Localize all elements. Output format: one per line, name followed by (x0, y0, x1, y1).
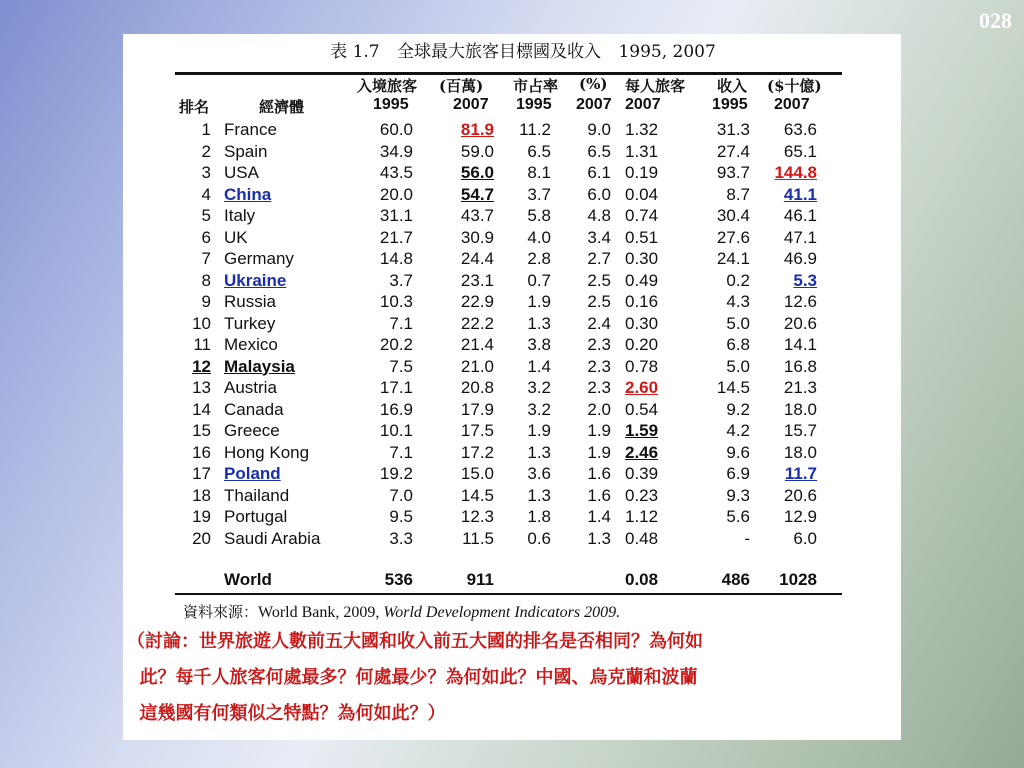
per-capita-cell: 2.60 (625, 378, 659, 397)
world-name: World (224, 570, 272, 589)
table-row (123, 486, 901, 507)
economy-name-cell: Poland (224, 464, 281, 483)
slide-number: 028 (979, 8, 1012, 33)
receipts-2007-cell: 15.7 (783, 421, 817, 440)
economy-name-cell: Mexico (224, 335, 278, 354)
economy-name-cell: Spain (224, 141, 268, 161)
table-row (123, 185, 901, 206)
header-share-1995: 1995 (516, 96, 552, 113)
source-italic: World Development Indicators 2009. (383, 604, 621, 621)
discussion-line-3: 這幾國有何類似之特點？為何如此？） (127, 703, 446, 724)
rank-cell: 4 (201, 184, 211, 204)
table-row (123, 142, 901, 163)
receipts-1995-cell: - (744, 528, 750, 548)
world-row (123, 570, 901, 591)
receipts-1995-cell: 4.3 (726, 292, 750, 311)
share-2007-cell: 2.3 (587, 356, 611, 376)
receipts-1995-cell: 14.5 (716, 378, 750, 397)
table-row (123, 163, 901, 184)
per-capita-cell: 0.39 (625, 464, 659, 483)
share-1995-cell: 1.3 (527, 442, 551, 462)
discussion-line-2: 此？每千人旅客何處最多？何處最少？為何如此？中國、烏克蘭和波蘭 (127, 667, 698, 688)
table-card (123, 34, 901, 740)
receipts-2007-cell: 6.0 (793, 528, 817, 548)
receipts-2007-cell: 63.6 (783, 120, 817, 139)
per-capita-cell: 1.59 (625, 421, 659, 440)
world-receipts-1995: 486 (721, 570, 750, 589)
rank-cell: 14 (192, 399, 211, 419)
table-row (123, 206, 901, 227)
world-per-capita: 0.08 (625, 570, 659, 589)
share-2007-cell: 2.3 (587, 378, 611, 397)
arrivals-1995-cell: 60.0 (379, 120, 413, 139)
table-row (123, 357, 901, 378)
receipts-2007-cell: 41.1 (783, 184, 817, 204)
share-2007-cell: 1.4 (587, 507, 611, 526)
arrivals-2007-cell: 14.5 (460, 485, 494, 505)
per-capita-cell: 0.30 (625, 313, 659, 333)
arrivals-2007-cell: 22.9 (460, 292, 494, 311)
share-1995-cell: 8.1 (527, 163, 551, 182)
share-1995-cell: 11.2 (519, 120, 551, 139)
arrivals-1995-cell: 19.2 (379, 464, 413, 483)
share-1995-cell: 3.2 (527, 378, 551, 397)
receipts-1995-cell: 5.0 (726, 313, 750, 333)
economy-name-cell: Greece (224, 421, 280, 440)
economy-name-cell: Ukraine (224, 270, 287, 290)
receipts-1995-cell: 5.6 (726, 507, 750, 526)
rank-cell: 20 (192, 528, 211, 548)
receipts-1995-cell: 9.6 (726, 442, 750, 462)
share-1995-cell: 1.9 (527, 292, 551, 311)
economy-name-cell: Canada (224, 399, 284, 419)
share-1995-cell: 6.5 (527, 141, 551, 161)
table-title (308, 37, 738, 62)
economy-name-cell: Turkey (224, 313, 276, 333)
arrivals-2007-cell: 17.5 (460, 421, 494, 440)
per-capita-cell: 0.49 (625, 270, 659, 290)
economy-name-cell: Saudi Arabia (224, 528, 321, 548)
arrivals-2007-cell: 59.0 (460, 141, 494, 161)
arrivals-2007-cell: 22.2 (460, 313, 494, 333)
share-1995-cell: 5.8 (527, 206, 551, 225)
economy-name-cell: Hong Kong (224, 442, 310, 462)
arrivals-1995-cell: 14.8 (379, 249, 413, 268)
share-2007-cell: 6.1 (587, 163, 611, 182)
per-capita-cell: 0.74 (625, 206, 659, 225)
arrivals-1995-cell: 16.9 (379, 399, 413, 419)
receipts-2007-cell: 5.3 (793, 270, 817, 290)
economy-name-cell: USA (224, 163, 259, 182)
rank-cell: 9 (201, 292, 211, 311)
arrivals-1995-cell: 20.0 (379, 184, 413, 204)
table-row (123, 120, 901, 141)
world-receipts-2007: 1028 (779, 570, 817, 589)
rank-cell: 10 (192, 313, 211, 333)
header-per-capita: 每人旅客 (625, 77, 686, 95)
share-1995-cell: 1.3 (527, 485, 551, 505)
share-2007-cell: 2.5 (587, 270, 611, 290)
per-capita-cell: 2.46 (625, 442, 659, 462)
arrivals-2007-cell: 43.7 (460, 206, 494, 225)
receipts-2007-cell: 144.8 (774, 163, 817, 182)
table-row (123, 378, 901, 399)
arrivals-1995-cell: 3.3 (389, 528, 413, 548)
economy-name-cell: Thailand (224, 485, 290, 505)
economy-name-cell: Russia (224, 292, 276, 311)
arrivals-1995-cell: 10.3 (379, 292, 413, 311)
share-1995-cell: 1.3 (527, 313, 551, 333)
header-share-2007: 2007 (576, 96, 612, 113)
arrivals-1995-cell: 34.9 (379, 141, 413, 161)
arrivals-1995-cell: 7.5 (389, 356, 413, 376)
rank-cell: 18 (192, 485, 211, 505)
arrivals-1995-cell: 20.2 (379, 335, 413, 354)
per-capita-cell: 0.20 (625, 335, 659, 354)
share-1995-cell: 3.7 (527, 184, 551, 204)
share-2007-cell: 4.8 (587, 206, 611, 225)
header-rank: 排名 (179, 98, 210, 116)
rank-cell: 6 (201, 227, 211, 247)
receipts-1995-cell: 6.8 (726, 335, 750, 354)
header-arrivals-2007: 2007 (453, 96, 489, 113)
header-arrivals: 入境旅客 (357, 77, 418, 95)
share-1995-cell: 4.0 (527, 227, 551, 247)
arrivals-1995-cell: 31.1 (379, 206, 413, 225)
discussion-question (127, 624, 897, 732)
arrivals-1995-cell: 10.1 (379, 421, 413, 440)
arrivals-2007-cell: 23.1 (460, 270, 494, 290)
receipts-1995-cell: 30.4 (716, 206, 750, 225)
per-capita-cell: 0.23 (625, 485, 659, 505)
receipts-2007-cell: 47.1 (783, 227, 817, 247)
share-1995-cell: 1.9 (527, 421, 551, 440)
table-row (123, 421, 901, 442)
economy-name-cell: Italy (224, 206, 256, 225)
title-main: 全球最大旅客目標國及收入 (397, 42, 602, 62)
per-capita-cell: 1.31 (625, 141, 659, 161)
table-row (123, 228, 901, 249)
per-capita-cell: 0.54 (625, 399, 659, 419)
world-arrivals-2007: 911 (466, 570, 494, 589)
receipts-2007-cell: 20.6 (783, 313, 817, 333)
receipts-1995-cell: 31.3 (716, 120, 750, 139)
share-1995-cell: 0.7 (527, 270, 551, 290)
share-2007-cell: 1.6 (587, 464, 611, 483)
arrivals-2007-cell: 30.9 (460, 227, 494, 247)
receipts-2007-cell: 18.0 (783, 442, 817, 462)
table-row (123, 443, 901, 464)
arrivals-2007-cell: 54.7 (460, 184, 494, 204)
receipts-1995-cell: 6.9 (726, 464, 750, 483)
per-capita-cell: 0.78 (625, 356, 659, 376)
receipts-1995-cell: 24.1 (716, 249, 750, 268)
share-2007-cell: 9.0 (587, 120, 611, 139)
source-note (183, 601, 620, 622)
rank-cell: 7 (201, 249, 211, 268)
table-row (123, 292, 901, 313)
rank-cell: 13 (192, 378, 211, 397)
rank-cell: 8 (201, 270, 211, 290)
receipts-1995-cell: 27.6 (716, 227, 750, 247)
economy-name-cell: Portugal (224, 507, 288, 526)
arrivals-2007-cell: 20.8 (460, 378, 494, 397)
header-receipts-2007: 2007 (774, 96, 810, 113)
receipts-1995-cell: 5.0 (726, 356, 750, 376)
arrivals-1995-cell: 3.7 (389, 270, 413, 290)
share-2007-cell: 1.3 (587, 528, 611, 548)
rank-cell: 5 (201, 206, 211, 225)
table-row (123, 271, 901, 292)
per-capita-cell: 0.04 (625, 184, 659, 204)
arrivals-2007-cell: 81.9 (460, 120, 494, 139)
source-label: 資料來源： (183, 603, 259, 621)
header-per-capita-2007: 2007 (625, 96, 661, 113)
share-1995-cell: 2.8 (527, 249, 551, 268)
receipts-2007-cell: 16.8 (783, 356, 817, 376)
rank-cell: 11 (193, 335, 211, 354)
share-1995-cell: 0.6 (527, 528, 551, 548)
table-row (123, 249, 901, 270)
rank-cell: 19 (192, 507, 211, 526)
receipts-1995-cell: 9.3 (726, 485, 750, 505)
arrivals-1995-cell: 43.5 (379, 163, 413, 182)
economy-name-cell: Malaysia (224, 356, 295, 376)
rank-cell: 3 (201, 163, 211, 182)
receipts-1995-cell: 8.7 (726, 184, 750, 204)
rank-cell: 15 (192, 421, 211, 440)
receipts-2007-cell: 46.1 (783, 206, 817, 225)
table-bottom-rule (175, 593, 842, 595)
share-1995-cell: 3.6 (527, 464, 551, 483)
share-2007-cell: 2.4 (587, 313, 611, 333)
table-row (123, 400, 901, 421)
title-prefix: 表 1.7 (330, 42, 380, 62)
economy-name-cell: Germany (224, 249, 294, 268)
rank-cell: 16 (192, 442, 211, 462)
table-row (123, 464, 901, 485)
header-share: 市占率 (513, 77, 559, 95)
table-row (123, 529, 901, 550)
receipts-1995-cell: 93.7 (716, 163, 750, 182)
discussion-line-1: （討論：世界旅遊人數前五大國和收入前五大國的排名是否相同？為何如 (127, 631, 703, 652)
header-receipts-1995: 1995 (712, 96, 748, 113)
header-economy: 經濟體 (259, 98, 305, 116)
arrivals-2007-cell: 12.3 (460, 507, 494, 526)
table-row (123, 314, 901, 335)
share-2007-cell: 2.7 (587, 249, 611, 268)
arrivals-2007-cell: 56.0 (460, 163, 494, 182)
receipts-2007-cell: 18.0 (783, 399, 817, 419)
arrivals-1995-cell: 7.1 (389, 313, 413, 333)
share-2007-cell: 6.0 (587, 184, 611, 204)
receipts-1995-cell: 9.2 (726, 399, 750, 419)
header-percent: (%) (579, 75, 608, 93)
receipts-2007-cell: 14.1 (783, 335, 817, 354)
share-1995-cell: 3.2 (527, 399, 551, 419)
economy-name-cell: UK (224, 227, 248, 247)
share-2007-cell: 2.0 (587, 399, 611, 419)
economy-name-cell: France (224, 120, 277, 139)
receipts-2007-cell: 12.6 (783, 292, 817, 311)
per-capita-cell: 1.32 (625, 120, 659, 139)
share-2007-cell: 2.3 (587, 335, 611, 354)
receipts-1995-cell: 27.4 (716, 141, 750, 161)
receipts-1995-cell: 4.2 (726, 421, 750, 440)
per-capita-cell: 0.30 (625, 249, 659, 268)
per-capita-cell: 0.19 (625, 163, 659, 182)
receipts-2007-cell: 11.7 (784, 464, 817, 483)
arrivals-2007-cell: 21.4 (460, 335, 494, 354)
world-arrivals-1995: 536 (384, 570, 413, 589)
arrivals-2007-cell: 17.9 (460, 399, 494, 419)
header-receipts: 收入 (717, 77, 748, 95)
receipts-2007-cell: 46.9 (783, 249, 817, 268)
per-capita-cell: 0.51 (625, 227, 659, 247)
rank-cell: 17 (192, 464, 211, 483)
arrivals-1995-cell: 7.0 (389, 485, 413, 505)
receipts-2007-cell: 20.6 (783, 485, 817, 505)
share-2007-cell: 6.5 (587, 141, 611, 161)
arrivals-2007-cell: 11.5 (462, 528, 494, 548)
per-capita-cell: 1.12 (625, 507, 659, 526)
per-capita-cell: 0.48 (625, 528, 659, 548)
arrivals-2007-cell: 15.0 (460, 464, 494, 483)
rank-cell: 2 (201, 141, 211, 161)
share-1995-cell: 1.8 (527, 507, 551, 526)
arrivals-1995-cell: 17.1 (379, 378, 413, 397)
arrivals-1995-cell: 9.5 (389, 507, 413, 526)
share-2007-cell: 1.9 (587, 421, 611, 440)
title-years: 1995, 2007 (618, 42, 716, 62)
rank-cell: 1 (201, 120, 211, 139)
share-2007-cell: 2.5 (587, 292, 611, 311)
receipts-2007-cell: 65.1 (783, 141, 817, 161)
source-text: World Bank, 2009, (258, 604, 384, 621)
receipts-2007-cell: 12.9 (783, 507, 817, 526)
share-1995-cell: 1.4 (527, 356, 551, 376)
economy-name-cell: China (224, 184, 272, 204)
arrivals-1995-cell: 21.7 (379, 227, 413, 247)
share-2007-cell: 1.9 (587, 442, 611, 462)
arrivals-2007-cell: 21.0 (460, 356, 494, 376)
arrivals-2007-cell: 24.4 (460, 249, 494, 268)
arrivals-2007-cell: 17.2 (460, 442, 494, 462)
economy-name-cell: Austria (224, 378, 277, 397)
per-capita-cell: 0.16 (625, 292, 659, 311)
share-2007-cell: 1.6 (587, 485, 611, 505)
rank-cell: 12 (192, 356, 211, 376)
table-row (123, 507, 901, 528)
header-billions: ($十億) (767, 77, 822, 95)
header-arrivals-1995: 1995 (373, 96, 409, 113)
arrivals-1995-cell: 7.1 (389, 442, 413, 462)
table-row (123, 335, 901, 356)
header-millions: (百萬) (439, 77, 484, 95)
share-2007-cell: 3.4 (587, 227, 611, 247)
share-1995-cell: 3.8 (527, 335, 551, 354)
receipts-2007-cell: 21.3 (783, 378, 817, 397)
receipts-1995-cell: 0.2 (726, 270, 750, 290)
